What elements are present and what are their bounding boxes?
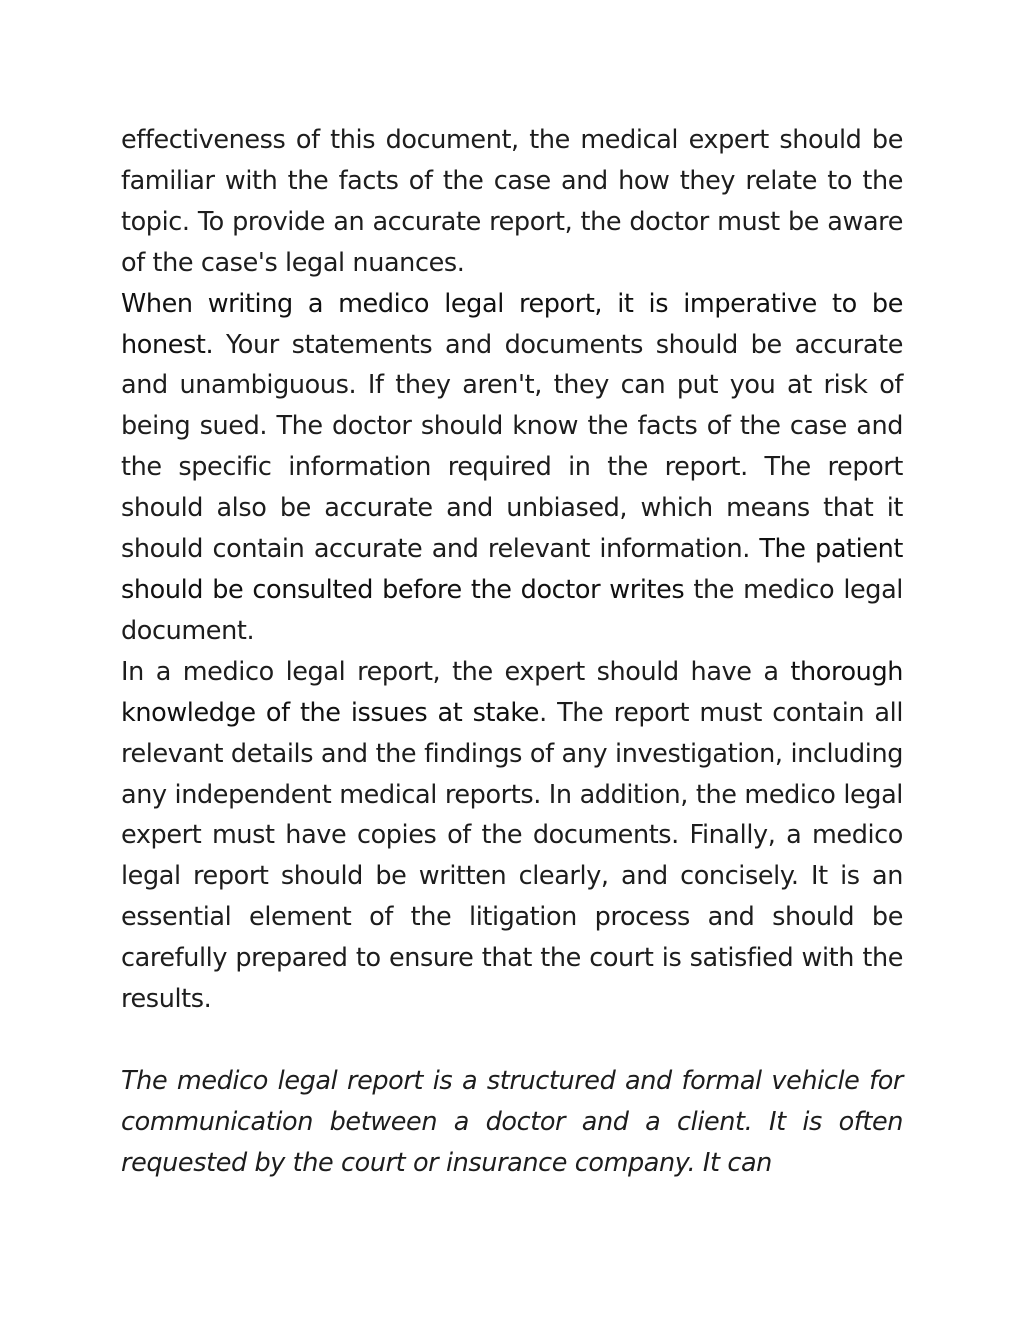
paragraph-3-lead: In a medico legal report, the expert should have a [121, 656, 791, 687]
document-page [121, 120, 903, 1184]
paragraph-2-text: Your statements and documents should be accurate and unambiguous. If they aren't, they can put you at risk of being sued. The doctor should know the facts of the case and the specific information required in the report. The report should also be accurate and unbiased, which means that it should contain accurate and relevant information. [121, 329, 903, 565]
link-patient-consulted[interactable]: The patient should be consulted before the doctor writes [121, 534, 903, 605]
paragraph-4-lead: The medico legal report is a structured and formal vehicle for communication between a doctor and a client [121, 1065, 903, 1137]
paragraph-4 [121, 1061, 903, 1184]
paragraph-3-text: . The report must contain all relevant details and the findings of any investigation, including any independent medical reports. In addition, the medico legal expert must have copies of the documents. Finally, a medico legal report should be written clearly, and concisely. It is an essential element of the litigation process and should be carefully prepared to ensure that the court is satisfied with the results. [121, 697, 904, 1015]
link-thorough-knowledge[interactable]: thorough knowledge of the issues at stake [121, 656, 903, 728]
paragraph-3 [121, 652, 903, 1020]
paragraph-1 [121, 120, 903, 284]
paragraph-2 [121, 284, 903, 652]
link-honest-report[interactable]: When writing a medico legal report, it is imperative to be honest. [121, 288, 903, 360]
paragraph-2-tail: the medico legal document. [121, 574, 903, 646]
paragraph-4-text: . It is often requested by the court or insurance company. It can [121, 1106, 903, 1178]
paragraph-1-text: effectiveness of this document, the medical expert should be familiar with the facts of the case and how they relate to the topic. To provide an accurate report, the doctor must be aware of the case's legal nuances. [121, 125, 903, 278]
